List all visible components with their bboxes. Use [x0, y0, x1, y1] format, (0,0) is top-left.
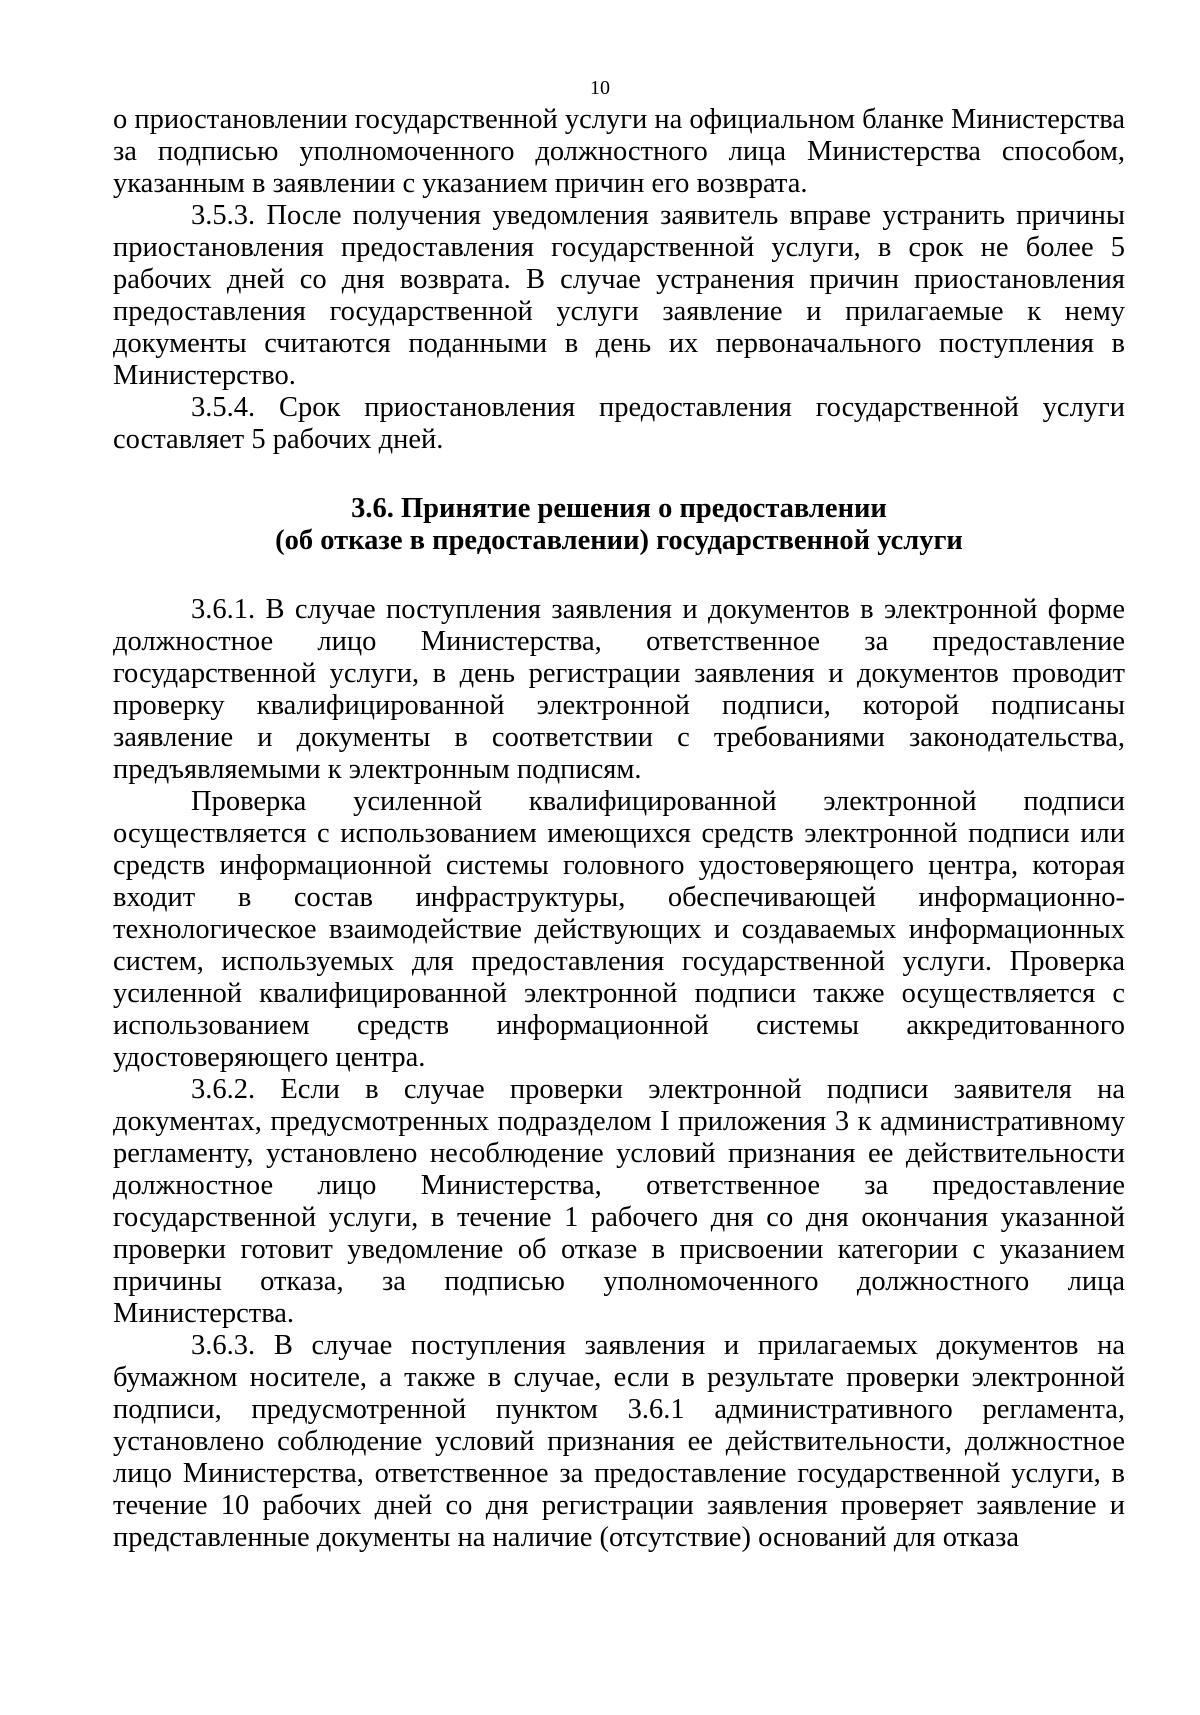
section-heading-line-1: 3.6. Принятие решения о предоставлении	[351, 493, 887, 524]
section-heading-line-2: (об отказе в предоставлении) государственной услуги	[275, 525, 963, 556]
paragraph-3-6-3: 3.6.3. В случае поступления заявления и прилагаемых документов на бумажном носителе, а также в случае, если в результате проверки электронной подписи, предусмотренной пунктом 3.6.1 административного регламента, установлено соблюдение условий признания ее действительности, должностное лицо Министерства, ответственное за предоставление государственной услуги, в течение 10 рабочих дней со дня регистрации заявления проверяет заявление и представленные документы на наличие (отсутствие) оснований для отказа	[113, 1330, 1125, 1553]
paragraph-3-6-1: 3.6.1. В случае поступления заявления и документов в электронной форме должностное лицо Министерства, ответственное за предоставление государственной услуги, в день регистрации заявления и документов проводит проверку квалифицированной электронной подписи, которой подписаны заявление и документы в соответствии с требованиями законодательства, предъявляемыми к электронным подписям.	[113, 594, 1125, 785]
paragraph-3-5-4: 3.5.4. Срок приостановления предоставления государственной услуги составляет 5 рабочих дней.	[113, 392, 1125, 455]
document-body	[113, 104, 1125, 1554]
paragraph-3-5-3: 3.5.3. После получения уведомления заявитель вправе устранить причины приостановления предоставления государственной услуги, в срок не более 5 рабочих дней со дня возврата. В случае устранения причин приостановления предоставления государственной услуги заявление и прилагаемые к нему документы считаются поданными в день их первоначального поступления в Министерство.	[113, 200, 1125, 391]
paragraph-signature-check: Проверка усиленной квалифицированной электронной подписи осуществляется с использованием имеющихся средств электронной подписи или средств информационной системы головного удостоверяющего центра, которая входит в состав инфраструктуры, обеспечивающей информационно-технологическое взаимодействие действующих и создаваемых информационных систем, используемых для предоставления государственной услуги. Проверка усиленной квалифицированной электронной подписи также осуществляется с использованием средств информационной системы аккредитованного удостоверяющего центра.	[113, 786, 1125, 1073]
paragraph-continuation: о приостановлении государственной услуги на официальном бланке Министерства за подписью уполномоченного должностного лица Министерства способом, указанным в заявлении с указанием причин его возврата.	[113, 104, 1125, 199]
section-heading	[113, 493, 1125, 557]
page-number: 10	[590, 77, 610, 99]
paragraph-3-6-2: 3.6.2. Если в случае проверки электронной подписи заявителя на документах, предусмотренных подразделом I приложения 3 к административному регламенту, установлено несоблюдение условий признания ее действительности должностное лицо Министерства, ответственное за предоставление государственной услуги, в течение 1 рабочего дня со дня окончания указанной проверки готовит уведомление об отказе в присвоении категории с указанием причины отказа, за подписью уполномоченного должностного лица Министерства.	[113, 1074, 1125, 1329]
